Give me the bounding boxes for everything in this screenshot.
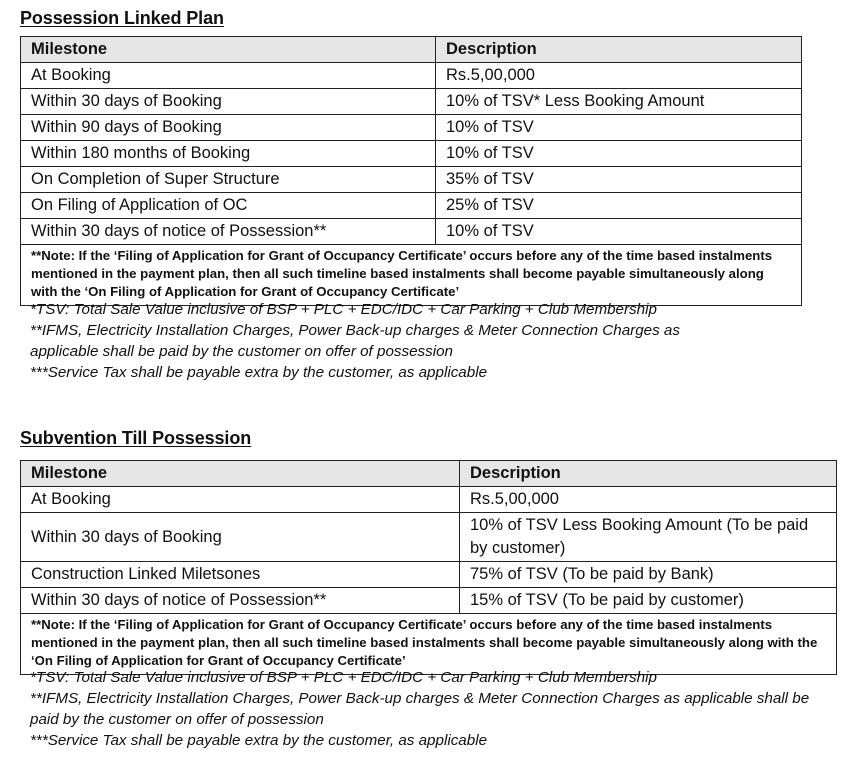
footnote-service-tax: ***Service Tax shall be payable extra by the customer, as applicable	[30, 732, 488, 749]
description-header: Description	[460, 461, 837, 487]
note-row	[21, 245, 802, 306]
description-cell: 10% of TSV	[436, 115, 802, 141]
description-cell: 25% of TSV	[436, 193, 802, 219]
milestone-cell: Within 30 days of Booking	[21, 89, 436, 115]
table-header-row	[21, 461, 837, 487]
milestone-cell: Within 30 days of notice of Possession**	[21, 588, 460, 614]
description-cell: 10% of TSV	[436, 141, 802, 167]
milestone-header: Milestone	[21, 461, 460, 487]
description-cell: 35% of TSV	[436, 167, 802, 193]
milestone-header: Milestone	[21, 37, 436, 63]
table-row	[21, 115, 802, 141]
plan1-footnotes	[30, 299, 750, 383]
table-row	[21, 141, 802, 167]
footnote-ifms: **IFMS, Electricity Installation Charges, Power Back-up charges & Meter Connection Charges as applicable shall be paid by the customer on offer of possession	[30, 690, 810, 728]
table-row	[21, 513, 837, 562]
table-row	[21, 63, 802, 89]
description-cell: 10% of TSV Less Booking Amount (To be paid by customer)	[460, 513, 837, 562]
description-cell: Rs.5,00,000	[460, 487, 837, 513]
table-header-row	[21, 37, 802, 63]
description-cell: 10% of TSV	[436, 219, 802, 245]
milestone-cell: At Booking	[21, 63, 436, 89]
table-row	[21, 89, 802, 115]
table-row	[21, 167, 802, 193]
occupancy-certificate-note: **Note: If the ‘Filing of Application for Grant of Occupancy Certificate’ occurs before any of the time based instalments mentioned in the payment plan, then all such timeline based instalments shall become payable simultaneously along with the ‘On Filing of Application for Grant of Occupancy Certificate’	[21, 245, 802, 306]
milestone-cell: On Filing of Application of OC	[21, 193, 436, 219]
table-row	[21, 219, 802, 245]
milestone-cell: Within 180 months of Booking	[21, 141, 436, 167]
description-cell: Rs.5,00,000	[436, 63, 802, 89]
milestone-cell: On Completion of Super Structure	[21, 167, 436, 193]
occupancy-certificate-note: **Note: If the ‘Filing of Application for Grant of Occupancy Certificate’ occurs before any of the time based instalments mentioned in the payment plan, then all such timeline based instalments shall become payable simultaneously along with the ‘On Filing of Application for Grant of Occupancy Certificate’	[21, 614, 837, 675]
plan2-footnotes	[30, 667, 835, 751]
note-row	[21, 614, 837, 675]
table-row	[21, 193, 802, 219]
milestone-cell: At Booking	[21, 487, 460, 513]
description-cell: 75% of TSV (To be paid by Bank)	[460, 562, 837, 588]
table-row	[21, 487, 837, 513]
table-row	[21, 588, 837, 614]
milestone-cell: Within 30 days of notice of Possession**	[21, 219, 436, 245]
footnote-ifms: **IFMS, Electricity Installation Charges, Power Back-up charges & Meter Connection Charges as applicable shall be paid by the customer on offer of possession	[30, 322, 680, 360]
possession-linked-plan-table	[20, 36, 802, 306]
description-cell: 10% of TSV* Less Booking Amount	[436, 89, 802, 115]
footnote-tsv: *TSV: Total Sale Value inclusive of BSP + PLC + EDC/IDC + Car Parking + Club Membership	[30, 301, 657, 318]
milestone-cell: Construction Linked Miletsones	[21, 562, 460, 588]
subvention-till-possession-table	[20, 460, 837, 675]
footnote-service-tax: ***Service Tax shall be payable extra by the customer, as applicable	[30, 364, 488, 381]
possession-linked-plan-title: Possession Linked Plan	[20, 8, 224, 28]
subvention-till-possession-title: Subvention Till Possession	[20, 428, 252, 448]
milestone-cell: Within 30 days of Booking	[21, 513, 460, 562]
milestone-cell: Within 90 days of Booking	[21, 115, 436, 141]
table-row	[21, 562, 837, 588]
description-header: Description	[436, 37, 802, 63]
description-cell: 15% of TSV (To be paid by customer)	[460, 588, 837, 614]
footnote-tsv: *TSV: Total Sale Value inclusive of BSP + PLC + EDC/IDC + Car Parking + Club Membership	[30, 669, 657, 686]
